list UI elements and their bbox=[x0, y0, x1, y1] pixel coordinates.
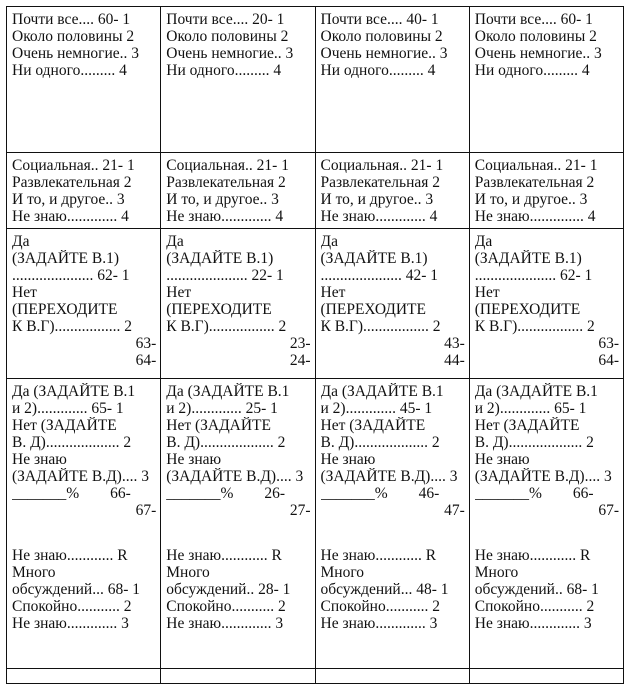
row-q1 bbox=[7, 7, 624, 153]
spacer bbox=[12, 519, 156, 547]
option-line: И то, и другое.. 3 bbox=[320, 191, 434, 208]
option-line: К В.Г)................. 2 bbox=[474, 318, 595, 335]
option-line: Почти все.... 60- 1 bbox=[12, 11, 131, 28]
percent-blank[interactable]: _______% 46- bbox=[320, 485, 440, 502]
option-line: Не знаю bbox=[166, 451, 222, 468]
cell-q2-col4[interactable] bbox=[469, 153, 623, 229]
option-line: В. Д)................... 2 bbox=[474, 434, 594, 451]
cell-q1-col1[interactable] bbox=[7, 7, 161, 153]
code-number: 64- bbox=[135, 352, 157, 369]
code-number: 44- bbox=[444, 352, 465, 369]
option-line: К В.Г)................. 2 bbox=[320, 318, 441, 335]
code-number: 64- bbox=[598, 352, 619, 369]
option-line: ..................... 42- 1 bbox=[320, 267, 439, 284]
code-number: 27- bbox=[289, 502, 311, 519]
cell-q3-col1[interactable] bbox=[7, 229, 161, 379]
option-line: Да (ЗАДАЙТЕ В.1 bbox=[166, 383, 290, 400]
row-q4 bbox=[7, 379, 624, 669]
option-line: Развлекательная 2 bbox=[12, 174, 132, 191]
cell-blank-col1[interactable] bbox=[7, 669, 161, 684]
option-line: Да (ЗАДАЙТЕ В.1 bbox=[474, 383, 598, 400]
option-line: Развлекательная 2 bbox=[166, 174, 286, 191]
option-line: Не знаю bbox=[320, 451, 376, 468]
cell-q4-col1[interactable] bbox=[7, 379, 161, 669]
cell-q3-col4[interactable] bbox=[469, 229, 623, 379]
option-line: Не знаю............ R bbox=[474, 547, 591, 564]
option-line: Да bbox=[12, 233, 30, 250]
option-line: Не знаю............. 4 bbox=[166, 208, 284, 225]
percent-blank[interactable]: _______% 66- bbox=[12, 485, 131, 502]
option-line: (ЗАДАЙТЕ В.Д).... 3 bbox=[320, 468, 458, 485]
option-line: Около половины 2 bbox=[474, 28, 597, 45]
option-line: Много bbox=[166, 564, 210, 581]
option-line: Очень немногие.. 3 bbox=[12, 45, 140, 62]
option-line: Много bbox=[12, 564, 56, 581]
option-line: Ни одного......... 4 bbox=[12, 62, 127, 79]
cell-q1-col2[interactable] bbox=[161, 7, 315, 153]
option-line: Да (ЗАДАЙТЕ В.1 bbox=[12, 383, 136, 400]
code-number: 47- bbox=[444, 502, 465, 519]
option-line: обсуждений.. 68- 1 bbox=[474, 581, 599, 598]
option-line: и 2)............. 65- 1 bbox=[12, 400, 124, 417]
cell-q4-col2[interactable] bbox=[161, 379, 315, 669]
option-line: Нет bbox=[12, 284, 37, 301]
option-line: (ПЕРЕХОДИТЕ bbox=[474, 301, 581, 318]
option-line: Очень немногие.. 3 bbox=[166, 45, 294, 62]
option-line: Очень немногие.. 3 bbox=[474, 45, 602, 62]
option-line: Социальная.. 21- 1 bbox=[166, 157, 289, 174]
cell-q2-col2[interactable] bbox=[161, 153, 315, 229]
code-number: 23- bbox=[289, 335, 311, 352]
option-line: (ПЕРЕХОДИТЕ bbox=[320, 301, 426, 318]
option-line: Не знаю............ R bbox=[320, 547, 437, 564]
option-line: Не знаю............. 3 bbox=[320, 615, 438, 632]
cell-q1-col4[interactable] bbox=[469, 7, 623, 153]
option-line: (ЗАДАЙТЕ В.Д).... 3 bbox=[474, 468, 612, 485]
option-line: и 2)............. 45- 1 bbox=[320, 400, 433, 417]
code-number: 24- bbox=[289, 352, 311, 369]
option-line: И то, и другое.. 3 bbox=[474, 191, 588, 208]
option-line: В. Д)................... 2 bbox=[320, 434, 440, 451]
option-line: (ЗАДАЙТЕ В.Д).... 3 bbox=[12, 468, 149, 485]
option-line: Нет (ЗАДАЙТЕ bbox=[474, 417, 580, 434]
option-line: Очень немногие.. 3 bbox=[320, 45, 448, 62]
code-number: 67- bbox=[598, 502, 619, 519]
row-blank bbox=[7, 669, 624, 684]
option-line: Почти все.... 40- 1 bbox=[320, 11, 439, 28]
option-line: И то, и другое.. 3 bbox=[166, 191, 279, 208]
option-line: Нет (ЗАДАЙТЕ bbox=[320, 417, 426, 434]
option-line: Почти все.... 60- 1 bbox=[474, 11, 593, 28]
option-line: Спокойно........... 2 bbox=[166, 598, 286, 615]
option-line: (ПЕРЕХОДИТЕ bbox=[166, 301, 272, 318]
option-line: Нет (ЗАДАЙТЕ bbox=[166, 417, 271, 434]
option-line: Около половины 2 bbox=[320, 28, 443, 45]
option-line: К В.Г)................. 2 bbox=[166, 318, 287, 335]
cell-q3-col2[interactable] bbox=[161, 229, 315, 379]
option-line: ..................... 62- 1 bbox=[474, 267, 593, 284]
option-line: ..................... 22- 1 bbox=[166, 267, 284, 284]
cell-blank-col3[interactable] bbox=[315, 669, 469, 684]
code-number: 63- bbox=[135, 335, 157, 352]
cell-q2-col3[interactable] bbox=[315, 153, 469, 229]
option-line: (ЗАДАЙТЕ В.1) bbox=[474, 250, 582, 267]
percent-blank[interactable]: _______% 66- bbox=[474, 485, 594, 502]
spacer bbox=[321, 519, 465, 547]
cell-q1-col3[interactable] bbox=[315, 7, 469, 153]
option-line: Развлекательная 2 bbox=[320, 174, 441, 191]
option-line: Развлекательная 2 bbox=[474, 174, 595, 191]
option-line: Да bbox=[166, 233, 184, 250]
cell-q3-col3[interactable] bbox=[315, 229, 469, 379]
option-line: Ни одного......... 4 bbox=[474, 62, 590, 79]
option-line: Почти все.... 20- 1 bbox=[166, 11, 285, 28]
percent-blank[interactable]: _______% 26- bbox=[166, 485, 286, 502]
option-line: Спокойно........... 2 bbox=[12, 598, 132, 615]
code-number: 43- bbox=[444, 335, 465, 352]
option-line: Много bbox=[320, 564, 365, 581]
option-line: Нет bbox=[320, 284, 346, 301]
row-q2 bbox=[7, 153, 624, 229]
option-line: Социальная.. 21- 1 bbox=[12, 157, 135, 174]
cell-blank-col4[interactable] bbox=[469, 669, 623, 684]
option-line: К В.Г)................. 2 bbox=[12, 318, 133, 335]
option-line: Социальная.. 21- 1 bbox=[320, 157, 444, 174]
option-line: Около половины 2 bbox=[12, 28, 135, 45]
option-line: (ЗАДАЙТЕ В.1) bbox=[12, 250, 120, 267]
option-line: Не знаю bbox=[474, 451, 530, 468]
option-line: Не знаю............. 3 bbox=[474, 615, 592, 632]
cell-blank-col2[interactable] bbox=[161, 669, 315, 684]
option-line: Да bbox=[474, 233, 493, 250]
spacer bbox=[475, 519, 619, 547]
option-line: ..................... 62- 1 bbox=[12, 267, 130, 284]
option-line: Не знаю............. 3 bbox=[166, 615, 284, 632]
option-line: Около половины 2 bbox=[166, 28, 289, 45]
option-line: Нет bbox=[474, 284, 500, 301]
row-q3 bbox=[7, 229, 624, 379]
code-number: 67- bbox=[135, 502, 157, 519]
option-line: обсуждений... 68- 1 bbox=[12, 581, 141, 598]
option-line: Спокойно........... 2 bbox=[474, 598, 595, 615]
option-line: и 2)............. 65- 1 bbox=[474, 400, 587, 417]
option-line: В. Д)................... 2 bbox=[166, 434, 286, 451]
cell-q2-col1[interactable] bbox=[7, 153, 161, 229]
option-line: И то, и другое.. 3 bbox=[12, 191, 125, 208]
option-line: Социальная.. 21- 1 bbox=[474, 157, 598, 174]
option-line: Много bbox=[474, 564, 519, 581]
cell-q4-col4[interactable] bbox=[469, 379, 623, 669]
option-line: Не знаю............ R bbox=[166, 547, 282, 564]
answer-grid bbox=[6, 6, 624, 684]
option-line: Не знаю............. 4 bbox=[12, 208, 129, 225]
option-line: Ни одного......... 4 bbox=[166, 62, 282, 79]
option-line: Не знаю............. 3 bbox=[12, 615, 129, 632]
option-line: Ни одного......... 4 bbox=[320, 62, 436, 79]
option-line: Да (ЗАДАЙТЕ В.1 bbox=[320, 383, 444, 400]
option-line: (ЗАДАЙТЕ В.Д).... 3 bbox=[166, 468, 304, 485]
spacer bbox=[166, 519, 310, 547]
option-line: Не знаю.............. 4 bbox=[474, 208, 596, 225]
option-line: Да bbox=[320, 233, 338, 250]
option-line: и 2)............. 25- 1 bbox=[166, 400, 278, 417]
code-number: 63- bbox=[598, 335, 619, 352]
option-line: (ЗАДАЙТЕ В.1) bbox=[166, 250, 274, 267]
option-line: Не знаю............ R bbox=[12, 547, 128, 564]
cell-q4-col3[interactable] bbox=[315, 379, 469, 669]
option-line: Спокойно........... 2 bbox=[320, 598, 440, 615]
option-line: (ЗАДАЙТЕ В.1) bbox=[320, 250, 428, 267]
option-line: Не знаю bbox=[12, 451, 67, 468]
option-line: Нет (ЗАДАЙТЕ bbox=[12, 417, 117, 434]
option-line: Нет bbox=[166, 284, 192, 301]
option-line: (ПЕРЕХОДИТЕ bbox=[12, 301, 118, 318]
questionnaire-page bbox=[6, 6, 624, 668]
option-line: В. Д)................... 2 bbox=[12, 434, 132, 451]
option-line: обсуждений... 48- 1 bbox=[320, 581, 449, 598]
option-line: Не знаю............. 4 bbox=[320, 208, 438, 225]
option-line: обсуждений.. 28- 1 bbox=[166, 581, 291, 598]
